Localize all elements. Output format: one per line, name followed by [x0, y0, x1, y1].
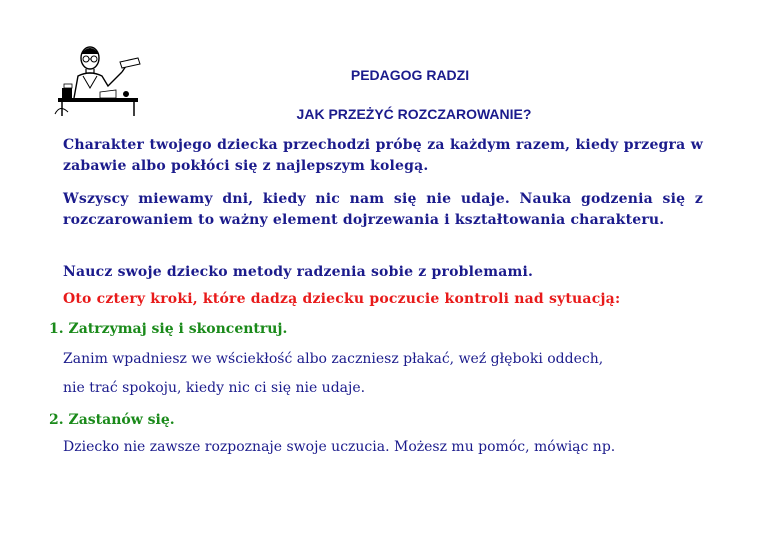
four-steps-intro: Oto cztery kroki, które dadzą dziecku poczucie kontroli nad sytuacją: — [63, 291, 621, 307]
step-1-heading: 1. Zatrzymaj się i skoncentruj. — [49, 321, 288, 337]
step-2-heading: 2. Zastanów się. — [49, 412, 175, 428]
step-1-line-2: nie trać spokoju, kiedy nic ci się nie udaje. — [63, 380, 366, 396]
page-title: PEDAGOG RADZI — [350, 67, 470, 83]
page-subtitle: JAK PRZEŻYĆ ROZCZAROWANIE? — [296, 106, 532, 122]
disappointment-paragraph: Wszyscy miewamy dni, kiedy nic nam się nie udaje. Nauka godzenia się z rozczarowaniem to ważny element dojrzewania i kształtowania charakteru. — [63, 191, 703, 228]
step-1-line-1: Zanim wpadniesz we wściekłość albo zaczniesz płakać, weź głęboki oddech, — [63, 351, 604, 367]
intro-paragraph: Charakter twojego dziecka przechodzi próbę za każdym razem, kiedy przegra w zabawie albo pokłóci się z najlepszym kolegą. — [63, 137, 703, 174]
teach-method-paragraph: Naucz swoje dziecko metody radzenia sobie z problemami. — [63, 264, 534, 280]
step-2-line-1: Dziecko nie zawsze rozpoznaje swoje uczucia. Możesz mu pomóc, mówiąc np. — [63, 439, 616, 455]
